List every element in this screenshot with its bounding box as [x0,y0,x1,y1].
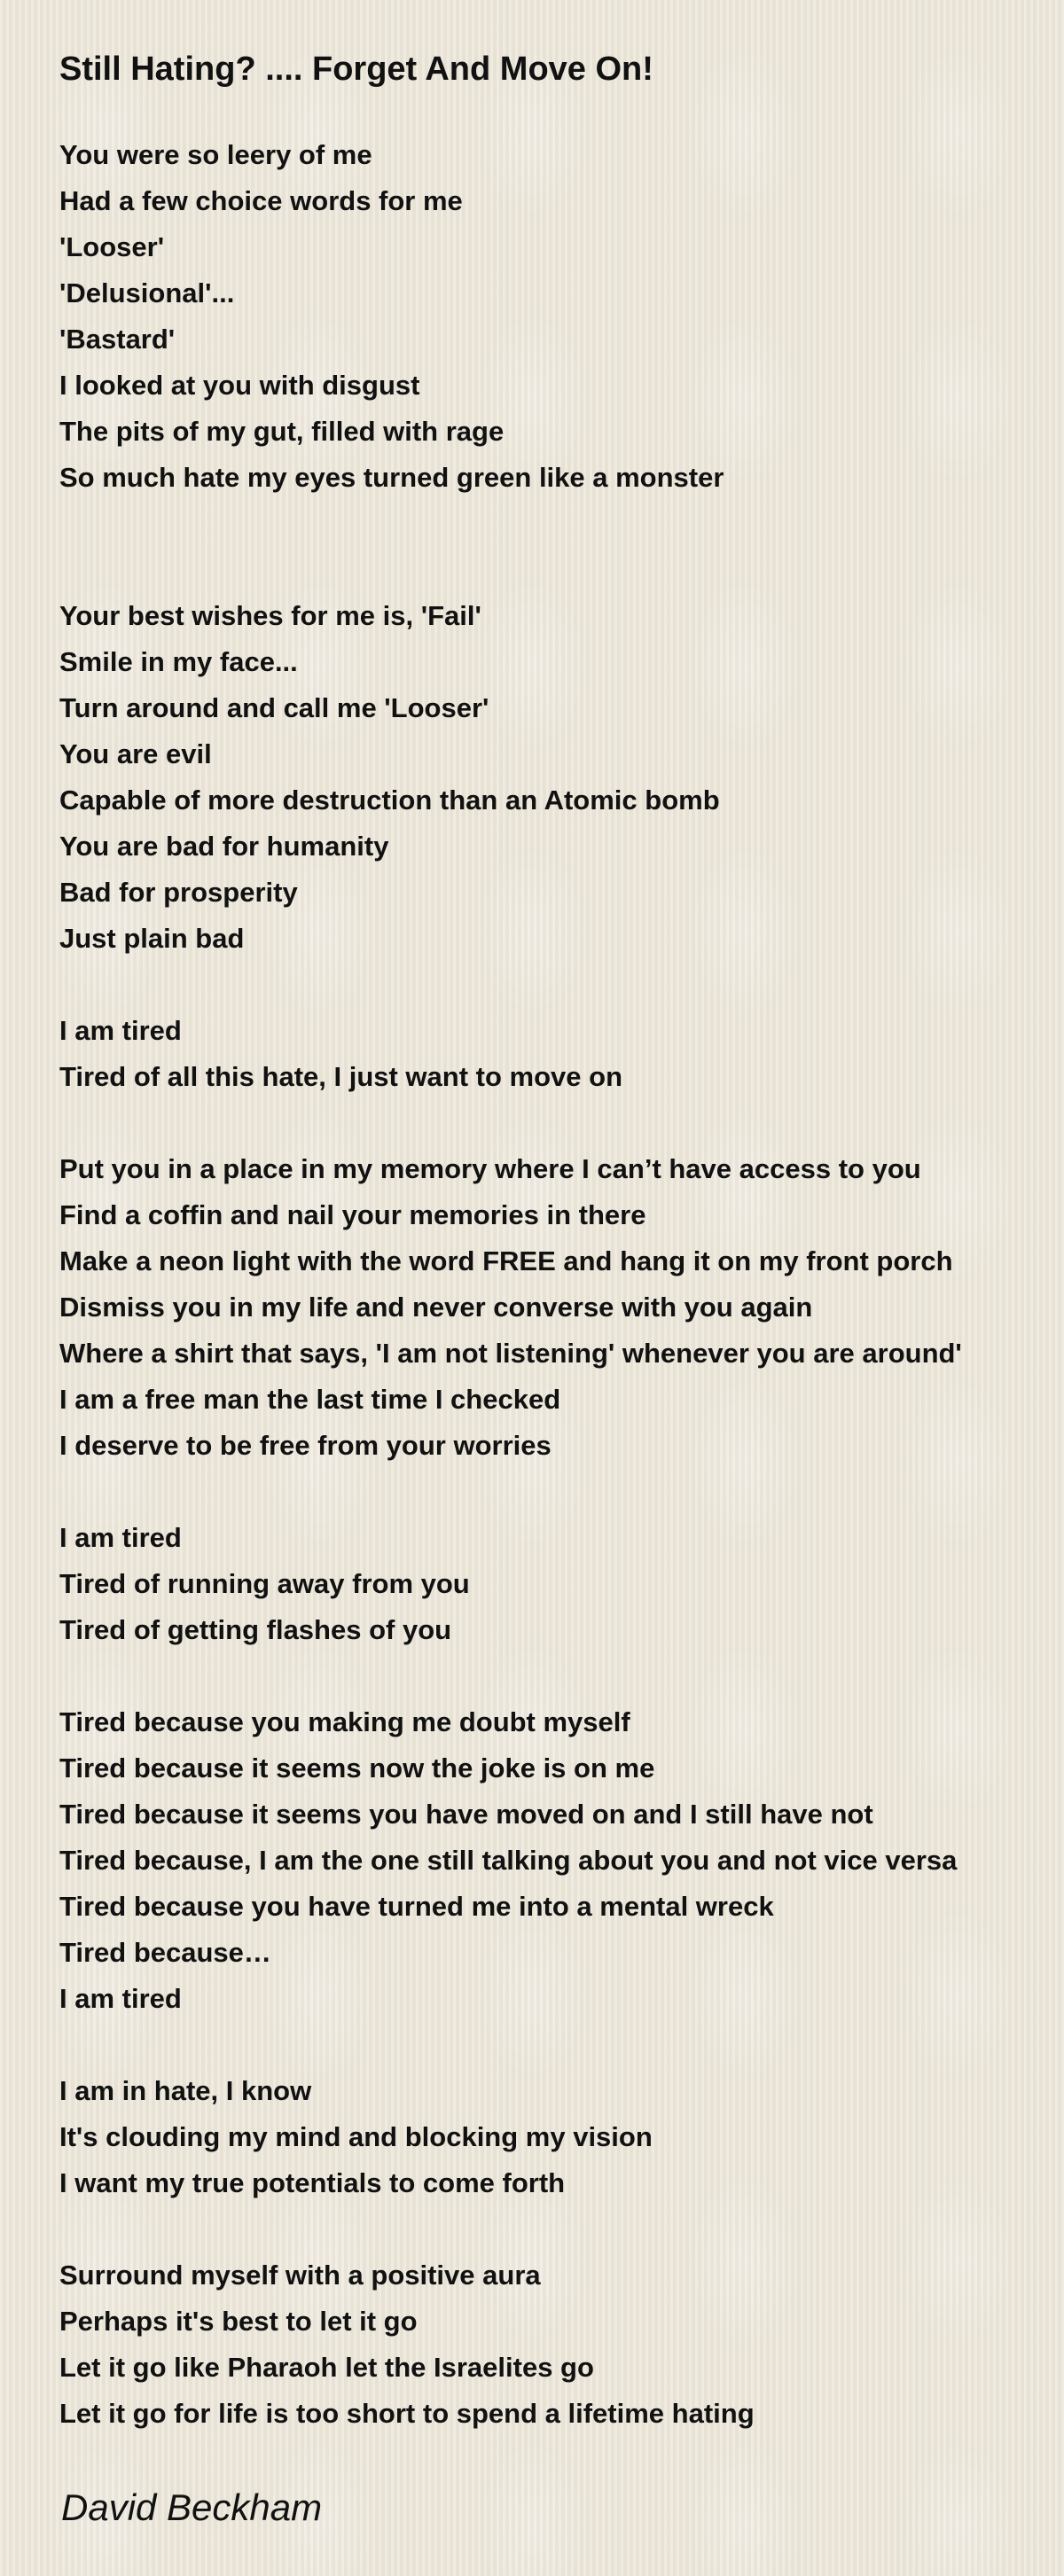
poem-line: Tired because it seems you have moved on and I still have not [59,1799,873,1830]
poem-line: I looked at you with disgust [59,370,420,401]
poem-line: 'Delusional'... [59,277,235,308]
poem-line: Dismiss you in my life and never converse with you again [59,1292,813,1323]
stanza-gap [59,1469,1044,1515]
stanza [59,1515,1044,1653]
poem-line: Bad for prosperity [59,877,298,908]
poem-line: Where a shirt that says, 'I am not listening' whenever you are around' [59,1338,962,1369]
poem-line: Tired because you making me doubt myself [59,1706,630,1737]
poem-body [59,132,1044,2437]
poem-line: You are evil [59,738,212,769]
stanza [59,132,1044,501]
poem-line: I am tired [59,1983,182,2014]
poem-line: 'Bastard' [59,324,176,355]
poem-line: Find a coffin and nail your memories in there [59,1199,646,1230]
stanza [59,1008,1044,1100]
poem-line: So much hate my eyes turned green like a monster [59,462,724,493]
poem-line: Make a neon light with the word FREE and hang it on my front porch [59,1245,953,1276]
stanza [59,2068,1044,2206]
stanza-gap [59,2022,1044,2068]
poem-line: Surround myself with a positive aura [59,2260,541,2291]
stanza-gap [59,1100,1044,1146]
stanza-gap [59,2206,1044,2252]
poem-title: Still Hating? .... Forget And Move On! [59,51,653,88]
poem-line: Perhaps it's best to let it go [59,2306,418,2337]
poem-line: Smile in my face... [59,646,298,677]
stanza-gap [59,1653,1044,1699]
stanza-gap [59,962,1044,1008]
poem-line: Tired because you have turned me into a mental wreck [59,1891,774,1922]
poem-author: David Beckham [61,2486,323,2528]
stanza [59,1146,1044,1469]
poem-line: Turn around and call me 'Looser' [59,692,489,723]
poem-line: Tired because, I am the one still talking about you and not vice versa [59,1845,958,1876]
poem-line: I am a free man the last time I checked [59,1384,561,1415]
poem-line: I am tired [59,1015,182,1046]
poem-line: You are bad for humanity [59,831,389,862]
stanza [59,593,1044,962]
poem-line: I deserve to be free from your worries [59,1430,552,1461]
poem-line: I am tired [59,1522,182,1553]
poem-line: Had a few choice words for me [59,185,463,216]
poem-line: Let it go for life is too short to spend a lifetime hating [59,2398,755,2429]
poem-line: I am in hate, I know [59,2075,312,2106]
poem-line: Just plain bad [59,923,245,954]
poem-line: Tired of all this hate, I just want to move on [59,1061,623,1092]
poem-line: Tired of getting flashes of you [59,1614,452,1645]
poem-line: Put you in a place in my memory where I can’t have access to you [59,1153,921,1184]
poem-line: Tired because it seems now the joke is on me [59,1752,655,1784]
poem-line: 'Looser' [59,231,165,262]
poem-line: Your best wishes for me is, 'Fail' [59,600,481,631]
poem-line: It's clouding my mind and blocking my vision [59,2121,653,2152]
poem-line: Capable of more destruction than an Atomic bomb [59,785,720,816]
stanza [59,1699,1044,2022]
poem-line: Tired of running away from you [59,1568,470,1599]
poem-line: I want my true potentials to come forth [59,2167,566,2198]
poem-line: The pits of my gut, filled with rage [59,416,505,447]
poem-line: Let it go like Pharaoh let the Israelites go [59,2352,594,2383]
poem-line: You were so leery of me [59,139,372,170]
stanza-gap [59,501,1044,593]
stanza [59,2252,1044,2437]
poem-line: Tired because… [59,1937,271,1968]
